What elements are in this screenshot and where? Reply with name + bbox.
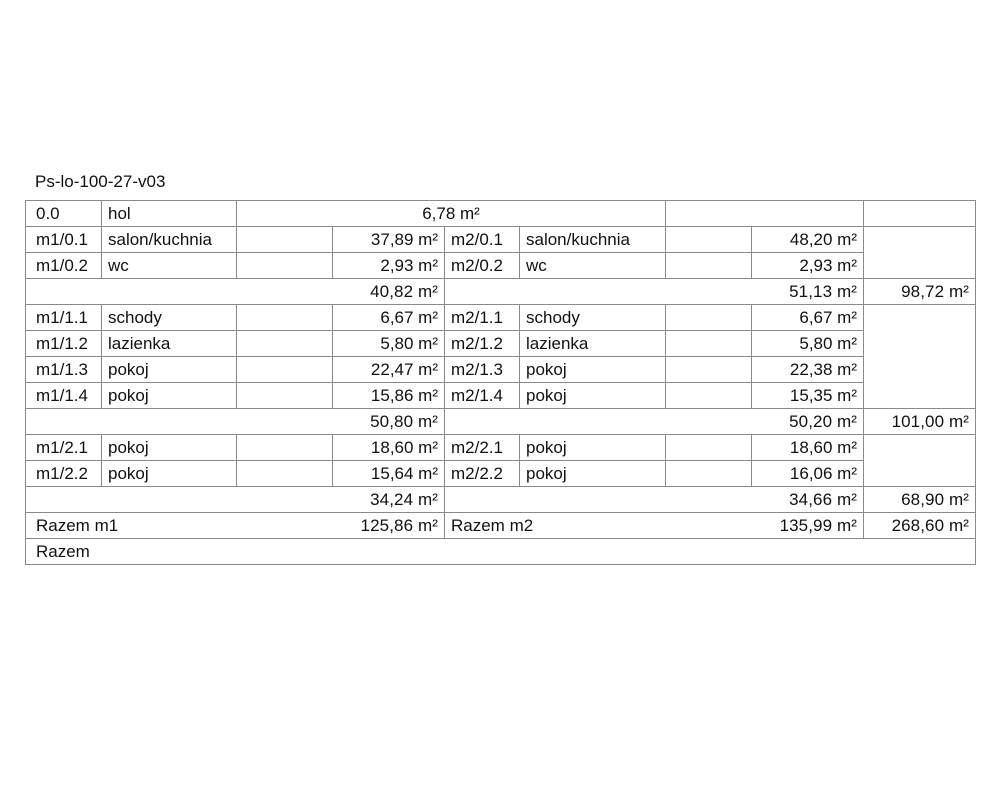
- m2-room-name: pokoj: [520, 461, 666, 487]
- m2-room-code: m2/1.2: [445, 331, 520, 357]
- m2-spacer: [666, 305, 752, 331]
- m1-spacer: [237, 461, 333, 487]
- m2-room-name: lazienka: [520, 331, 666, 357]
- razem-total: 268,60 m²: [864, 513, 976, 539]
- razem-m2-label: Razem m2: [445, 513, 666, 539]
- area-table-body: [26, 201, 976, 565]
- razem-m1-label: Razem m1: [26, 513, 237, 539]
- subtotal-row: [26, 409, 976, 435]
- m1-room-name: pokoj: [102, 435, 237, 461]
- m2-room-code: m2/1.1: [445, 305, 520, 331]
- m1-room-name: lazienka: [102, 331, 237, 357]
- group-total-empty: [864, 305, 976, 409]
- m1-room-name: schody: [102, 305, 237, 331]
- m2-room-area: 2,93 m²: [752, 253, 864, 279]
- m2-room-code: m2/2.1: [445, 435, 520, 461]
- m2-room-code: m2/1.4: [445, 383, 520, 409]
- m1-spacer: [237, 435, 333, 461]
- document-title: Ps-lo-100-27-v03: [35, 172, 166, 191]
- group-total-empty: [864, 227, 976, 279]
- m1-subtotal: 50,80 m²: [26, 409, 445, 435]
- m1-subtotal: 40,82 m²: [26, 279, 445, 305]
- m1-room-area: 18,60 m²: [333, 435, 445, 461]
- hol-empty: [666, 201, 864, 227]
- room-row: [26, 357, 976, 383]
- m2-spacer: [666, 227, 752, 253]
- m1-room-area: 2,93 m²: [333, 253, 445, 279]
- m2-room-name: pokoj: [520, 435, 666, 461]
- m2-room-code: m2/0.1: [445, 227, 520, 253]
- hol-row: [26, 201, 976, 227]
- m1-spacer: [237, 331, 333, 357]
- razem-m1-area: 125,86 m²: [237, 513, 445, 539]
- m2-room-area: 15,35 m²: [752, 383, 864, 409]
- room-row: [26, 383, 976, 409]
- m2-subtotal: 51,13 m²: [445, 279, 864, 305]
- m2-room-name: schody: [520, 305, 666, 331]
- m1-room-area: 22,47 m²: [333, 357, 445, 383]
- m2-room-area: 18,60 m²: [752, 435, 864, 461]
- m1-room-area: 37,89 m²: [333, 227, 445, 253]
- m2-room-area: 48,20 m²: [752, 227, 864, 253]
- m1-room-code: m1/2.2: [26, 461, 102, 487]
- m1-subtotal: 34,24 m²: [26, 487, 445, 513]
- hol-name: hol: [102, 201, 237, 227]
- group-total: 98,72 m²: [864, 279, 976, 305]
- m1-room-code: m1/0.2: [26, 253, 102, 279]
- room-row: [26, 435, 976, 461]
- m2-room-code: m2/2.2: [445, 461, 520, 487]
- m1-room-code: m1/1.4: [26, 383, 102, 409]
- m1-spacer: [237, 305, 333, 331]
- m1-room-code: m1/2.1: [26, 435, 102, 461]
- m2-room-code: m2/0.2: [445, 253, 520, 279]
- m2-room-area: 16,06 m²: [752, 461, 864, 487]
- m2-spacer: [666, 383, 752, 409]
- m1-spacer: [237, 253, 333, 279]
- m1-room-area: 15,64 m²: [333, 461, 445, 487]
- m2-spacer: [666, 461, 752, 487]
- room-row: [26, 331, 976, 357]
- m1-room-name: salon/kuchnia: [102, 227, 237, 253]
- hol-area: 6,78 m²: [237, 201, 666, 227]
- razem-m2-area: 135,99 m²: [666, 513, 864, 539]
- m2-room-name: pokoj: [520, 383, 666, 409]
- m2-room-area: 6,67 m²: [752, 305, 864, 331]
- m1-room-name: pokoj: [102, 383, 237, 409]
- m2-room-area: 22,38 m²: [752, 357, 864, 383]
- area-table: [25, 200, 976, 565]
- m2-spacer: [666, 331, 752, 357]
- hol-total-empty: [864, 201, 976, 227]
- m1-room-code: m1/0.1: [26, 227, 102, 253]
- m2-room-name: pokoj: [520, 357, 666, 383]
- razem-label: Razem: [26, 539, 976, 565]
- hol-code: 0.0: [26, 201, 102, 227]
- m2-spacer: [666, 357, 752, 383]
- razem-sum-row: [26, 513, 976, 539]
- m1-room-area: 6,67 m²: [333, 305, 445, 331]
- m1-spacer: [237, 357, 333, 383]
- room-row: [26, 461, 976, 487]
- m1-room-code: m1/1.2: [26, 331, 102, 357]
- m1-room-code: m1/1.3: [26, 357, 102, 383]
- m2-subtotal: 34,66 m²: [445, 487, 864, 513]
- room-row: [26, 253, 976, 279]
- subtotal-row: [26, 487, 976, 513]
- group-total: 68,90 m²: [864, 487, 976, 513]
- subtotal-row: [26, 279, 976, 305]
- room-row: [26, 227, 976, 253]
- razem-row: [26, 539, 976, 565]
- m1-room-name: pokoj: [102, 357, 237, 383]
- m1-room-area: 5,80 m²: [333, 331, 445, 357]
- m1-spacer: [237, 383, 333, 409]
- m2-room-code: m2/1.3: [445, 357, 520, 383]
- room-row: [26, 305, 976, 331]
- m2-spacer: [666, 253, 752, 279]
- m2-room-area: 5,80 m²: [752, 331, 864, 357]
- m1-spacer: [237, 227, 333, 253]
- m2-subtotal: 50,20 m²: [445, 409, 864, 435]
- group-total-empty: [864, 435, 976, 487]
- m2-room-name: salon/kuchnia: [520, 227, 666, 253]
- m1-room-name: wc: [102, 253, 237, 279]
- m1-room-area: 15,86 m²: [333, 383, 445, 409]
- m1-room-name: pokoj: [102, 461, 237, 487]
- m1-room-code: m1/1.1: [26, 305, 102, 331]
- group-total: 101,00 m²: [864, 409, 976, 435]
- m2-spacer: [666, 435, 752, 461]
- m2-room-name: wc: [520, 253, 666, 279]
